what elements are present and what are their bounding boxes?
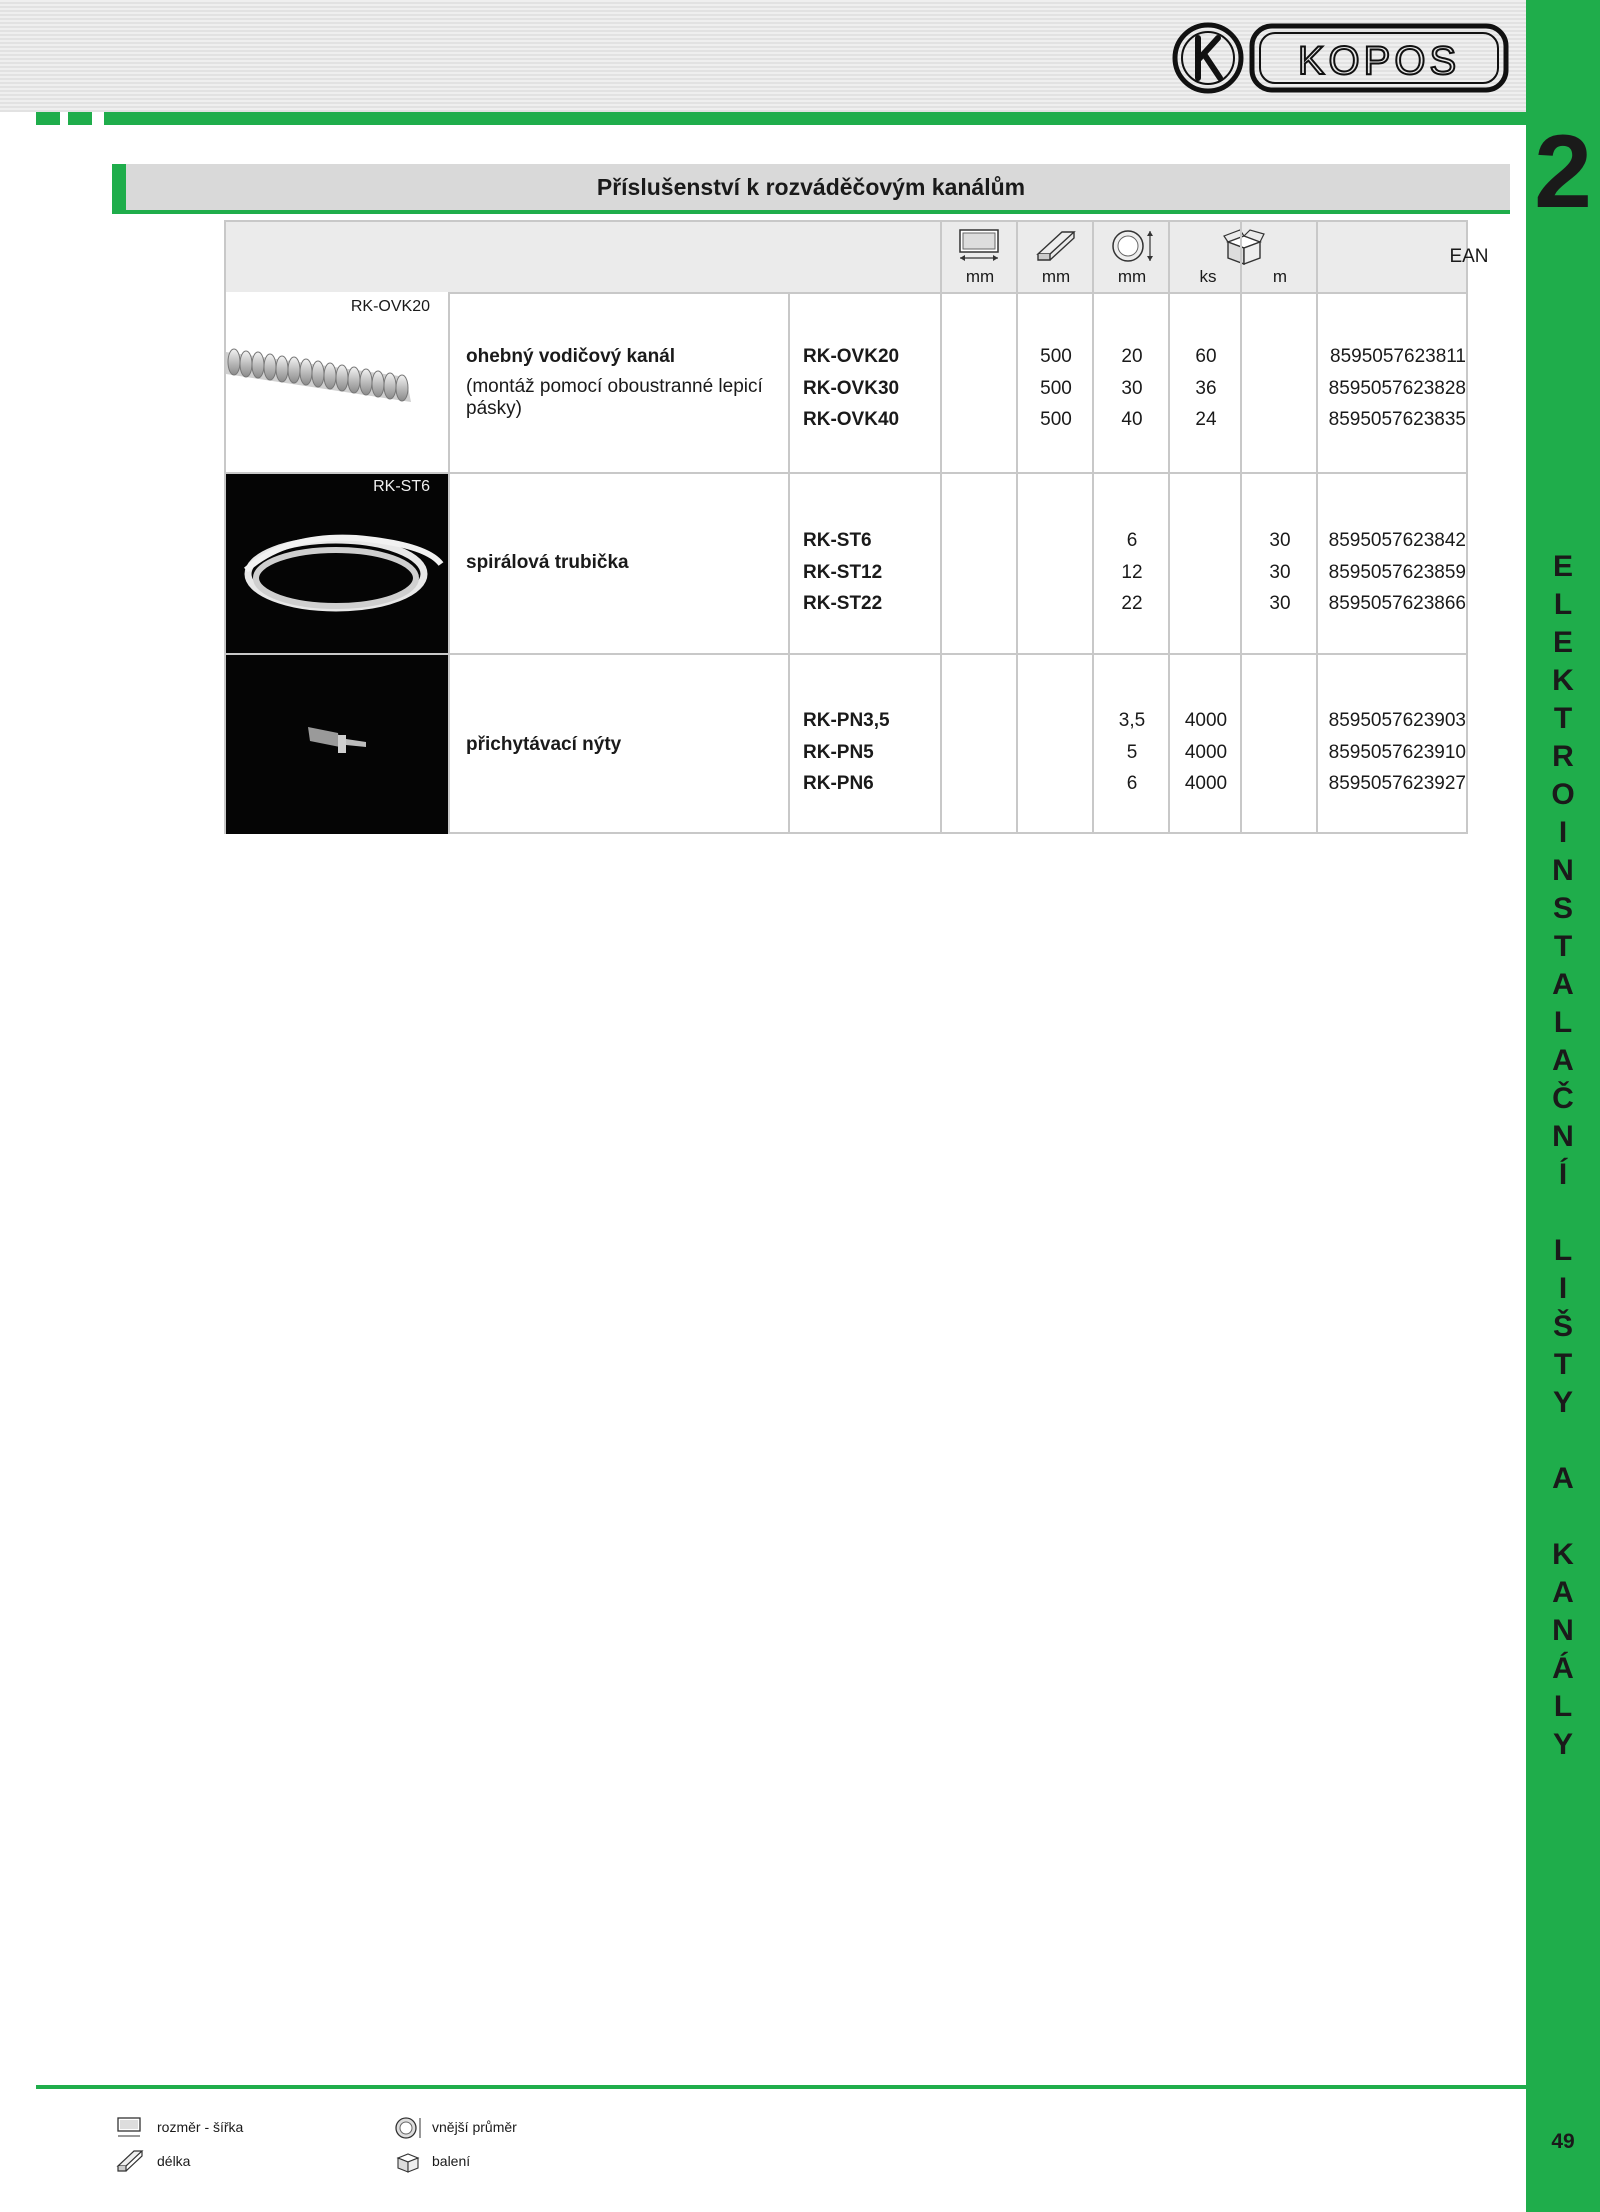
- cell-size: 20: [1121, 346, 1143, 367]
- cell-m: 30: [1269, 561, 1291, 583]
- cell-size: 40: [1121, 409, 1143, 430]
- diameter-icon: [394, 2116, 424, 2142]
- chapter-number: 2: [1534, 114, 1592, 230]
- kopos-logo: [1170, 18, 1510, 98]
- side-letter: L: [1553, 1234, 1573, 1267]
- product-name: ohebný vodičový kanál: [466, 346, 676, 367]
- col-divider: [940, 222, 942, 834]
- unit-pieces: ks: [1199, 267, 1217, 286]
- width-icon: [956, 228, 1002, 262]
- cell-ks: 4000: [1184, 710, 1228, 731]
- side-letter: Y: [1552, 1728, 1573, 1761]
- col-divider: [1016, 222, 1018, 834]
- cell-m: 30: [1269, 530, 1291, 551]
- ean-header: EAN: [1449, 246, 1489, 267]
- side-letter: A: [1552, 1576, 1574, 1609]
- cell-length: 500: [1040, 346, 1072, 367]
- flexible-channel-image: [226, 292, 448, 472]
- cell-size: 30: [1121, 377, 1143, 399]
- ean-code: 8595057623866: [1328, 593, 1466, 614]
- ean-code: 8595057623903: [1328, 710, 1466, 731]
- side-vertical-title: [1526, 548, 1600, 1764]
- header-green-bar: [104, 112, 1526, 125]
- rivet-image: [226, 655, 448, 834]
- width-icon: [116, 2116, 144, 2140]
- ean-code: 8595057623927: [1328, 773, 1466, 794]
- product-code: RK-ST22: [803, 593, 883, 614]
- side-letter: A: [1552, 1462, 1574, 1495]
- cell-ks: 60: [1195, 346, 1217, 367]
- diameter-icon: [1110, 228, 1156, 266]
- unit-length: mm: [1041, 267, 1071, 286]
- section-title-bar: [112, 164, 1510, 214]
- col-divider: [1316, 222, 1318, 834]
- length-icon: [116, 2148, 144, 2174]
- ean-code: 8595057623842: [1328, 530, 1466, 551]
- ean-code: 8595057623859: [1328, 561, 1466, 583]
- side-letter: N: [1552, 854, 1574, 887]
- page-number: 49: [1551, 2130, 1575, 2153]
- side-letter: T: [1553, 702, 1573, 735]
- side-letter: Y: [1552, 1386, 1573, 1419]
- side-letter: Á: [1552, 1652, 1574, 1685]
- ean-code: 8595057623828: [1328, 377, 1466, 399]
- side-letter: Č: [1552, 1082, 1574, 1115]
- cell-ks: 24: [1195, 409, 1217, 430]
- side-letter: T: [1553, 1348, 1573, 1381]
- side-letter: A: [1552, 968, 1574, 1001]
- product-code: RK-PN3,5: [803, 710, 890, 731]
- cell-ks: 4000: [1184, 773, 1228, 794]
- packaging-icon: [1222, 228, 1268, 266]
- unit-meters: m: [1272, 267, 1288, 286]
- legend-width: rozměr - šířka: [157, 2119, 244, 2135]
- spiral-tube-image: [226, 474, 448, 653]
- product-note: pásky): [466, 398, 522, 419]
- product-code: RK-ST12: [803, 561, 883, 583]
- packaging-icon: [394, 2150, 422, 2174]
- col-divider: [448, 292, 450, 834]
- product-code: RK-OVK30: [803, 377, 900, 399]
- ean-code: 8595057623910: [1328, 741, 1466, 763]
- side-letter: L: [1553, 1690, 1573, 1723]
- legend-packaging: balení: [432, 2153, 471, 2169]
- side-letter: Š: [1552, 1310, 1573, 1343]
- cell-length: 500: [1040, 409, 1072, 430]
- cell-size: 12: [1121, 561, 1143, 583]
- side-letter: E: [1552, 626, 1573, 659]
- side-letter: R: [1552, 740, 1574, 773]
- product-code: RK-OVK20: [803, 346, 900, 367]
- product-code: RK-PN6: [803, 773, 874, 794]
- product-image-flexible-channel: [226, 292, 448, 472]
- product-name: spirálová trubička: [466, 552, 629, 573]
- ean-code: 8595057623835: [1328, 409, 1466, 430]
- cell-size: 22: [1121, 593, 1143, 614]
- unit-diameter: mm: [1117, 267, 1147, 286]
- side-letter: N: [1552, 1120, 1574, 1153]
- cell-size: 5: [1126, 741, 1138, 763]
- section-title: Příslušenství k rozváděčovým kanálům: [596, 174, 1026, 200]
- cell-length: 500: [1040, 377, 1072, 399]
- length-icon: [1034, 228, 1080, 264]
- cell-size: 6: [1126, 530, 1138, 551]
- side-letter: A: [1552, 1044, 1574, 1077]
- product-table: [224, 220, 1489, 834]
- side-letter: I: [1558, 816, 1568, 849]
- legend-diameter: vnější průměr: [432, 2119, 517, 2135]
- table-header: [226, 222, 1489, 294]
- side-letter: [1526, 1498, 1600, 1536]
- image-label: RK-OVK20: [350, 298, 430, 315]
- logo-text: KOPOS: [1297, 39, 1461, 83]
- footer-green-line: [36, 2085, 1526, 2089]
- product-note: (montáž pomocí oboustranné lepicí: [466, 376, 763, 397]
- side-letter: L: [1553, 588, 1573, 621]
- col-divider: [788, 292, 790, 834]
- product-name: přichytávací nýty: [466, 734, 622, 755]
- side-letter: K: [1552, 664, 1574, 697]
- side-letter: Í: [1558, 1158, 1568, 1191]
- side-letter: I: [1558, 1272, 1568, 1305]
- side-letter: S: [1552, 892, 1573, 925]
- side-letter: O: [1551, 778, 1575, 811]
- side-letter: T: [1553, 930, 1573, 963]
- cell-m: 30: [1269, 593, 1291, 614]
- cell-size: 6: [1126, 773, 1138, 794]
- cell-size: 3,5: [1118, 710, 1146, 731]
- side-letter: N: [1552, 1614, 1574, 1647]
- legend-length: délka: [157, 2153, 191, 2169]
- product-code: RK-PN5: [803, 741, 874, 763]
- side-letter: [1526, 1194, 1600, 1232]
- cell-ks: 36: [1195, 377, 1217, 399]
- unit-width: mm: [965, 267, 995, 286]
- header-square: [68, 112, 92, 125]
- side-letter: E: [1552, 550, 1573, 583]
- cell-ks: 4000: [1184, 741, 1228, 763]
- side-letter: L: [1553, 1006, 1573, 1039]
- image-label: RK-ST6: [373, 478, 430, 495]
- side-letter: K: [1552, 1538, 1574, 1571]
- product-code: RK-ST6: [803, 530, 872, 551]
- ean-code: 8595057623811: [1330, 346, 1466, 367]
- product-image-spiral-tube: [226, 474, 448, 653]
- product-image-rivets: [226, 655, 448, 834]
- header-square: [36, 112, 60, 125]
- side-letter: [1526, 1422, 1600, 1460]
- product-code: RK-OVK40: [803, 409, 900, 430]
